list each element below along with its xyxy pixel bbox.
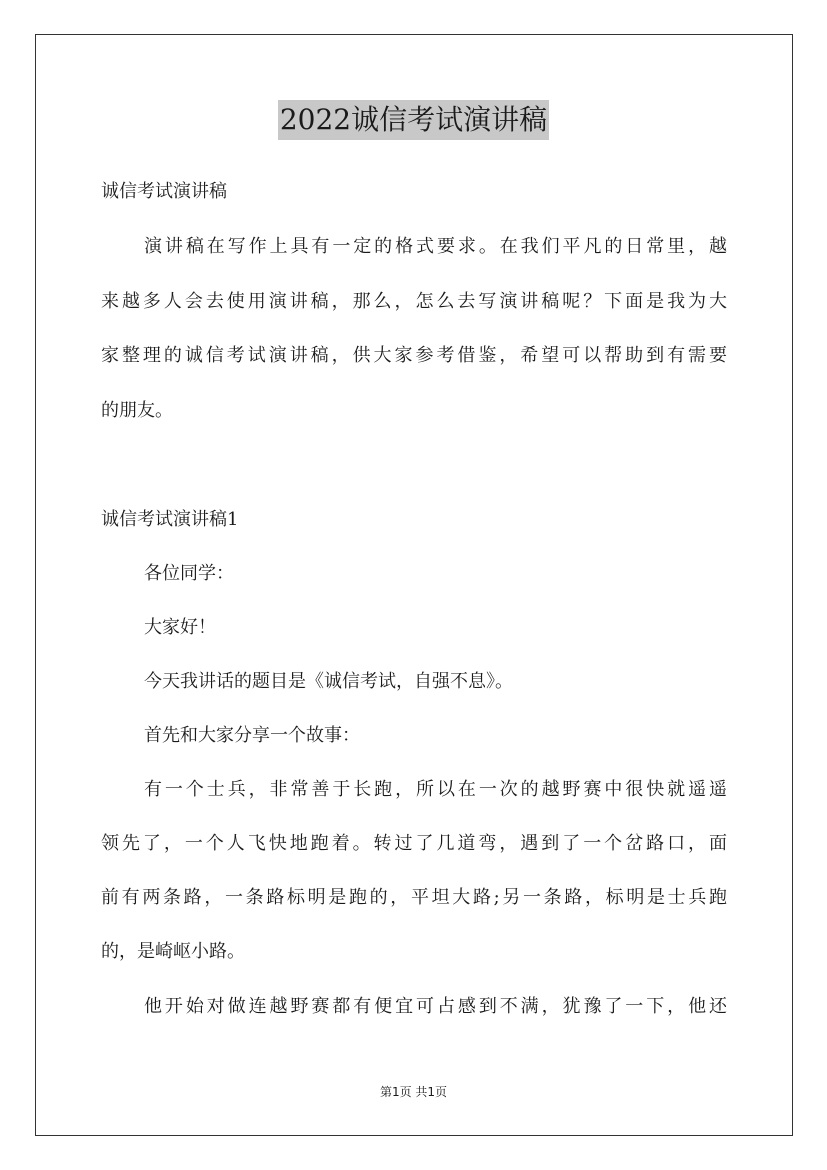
- intro-line-3: 家整理的诚信考试演讲稿，供大家参考借鉴，希望可以帮助到有需要: [101, 345, 727, 366]
- intro-line-4: 的朋友。: [101, 400, 173, 421]
- story-line-1: 有一个士兵，非常善于长跑，所以在一次的越野赛中很快就遥遥: [144, 779, 727, 800]
- title-container: [0, 100, 827, 140]
- intro-line-2: 来越多人会去使用演讲稿，那么，怎么去写演讲稿呢？下面是我为大: [101, 291, 727, 312]
- document-title: 2022诚信考试演讲稿: [278, 100, 549, 140]
- story-line-2: 领先了，一个人飞快地跑着。转过了几道弯，遇到了一个岔路口，面: [101, 833, 727, 854]
- section-heading-1: 诚信考试演讲稿1: [101, 509, 239, 530]
- story-line-3: 前有两条路，一条路标明是跑的，平坦大路;另一条路，标明是士兵跑: [101, 887, 727, 908]
- topic-line: 今天我讲话的题目是《诚信考试，自强不息》。: [144, 671, 513, 692]
- continuation-line: 他开始对做连越野赛都有便宜可占感到不满，犹豫了一下，他还: [144, 996, 727, 1017]
- intro-heading: 诚信考试演讲稿: [101, 181, 227, 202]
- intro-line-1: 演讲稿在写作上具有一定的格式要求。在我们平凡的日常里，越: [144, 236, 727, 257]
- story-line-4: 的，是崎岖小路。: [101, 941, 245, 962]
- greeting-line-1: 各位同学：: [144, 563, 234, 584]
- story-intro-line: 首先和大家分享一个故事：: [144, 725, 360, 746]
- greeting-line-2: 大家好！: [144, 617, 216, 638]
- page-footer: 第1页 共1页: [379, 1085, 448, 1099]
